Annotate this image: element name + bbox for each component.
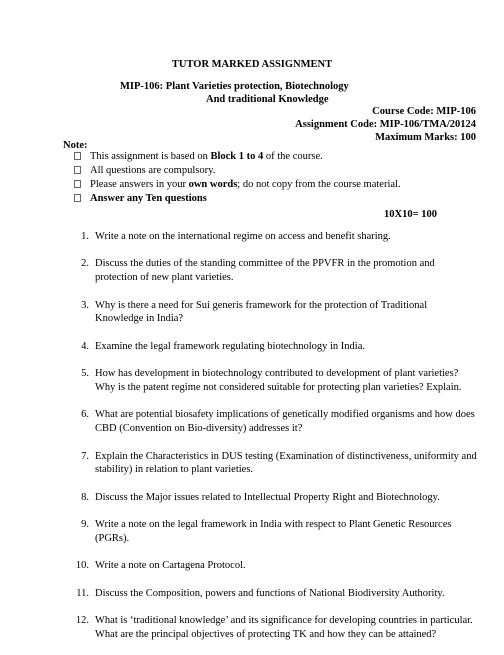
question-text: Write a note on the international regime on access and benefit sharing. bbox=[95, 231, 391, 242]
checkbox-bullet-icon bbox=[74, 166, 81, 174]
note-emphasis: Answer any Ten questions bbox=[90, 192, 207, 204]
question-number: 6. bbox=[81, 409, 89, 421]
note-item bbox=[74, 192, 474, 206]
question-item bbox=[67, 518, 477, 546]
question-item bbox=[67, 408, 477, 436]
note-text: ; do not copy from the course material. bbox=[237, 178, 401, 190]
question-number: 7. bbox=[81, 450, 89, 462]
note-emphasis: Block 1 to 4 bbox=[210, 151, 264, 162]
marks-formula: 10X10= 100 bbox=[384, 209, 437, 220]
checkbox-bullet-icon bbox=[74, 194, 81, 202]
question-item bbox=[67, 614, 477, 642]
course-subtitle bbox=[120, 80, 380, 106]
question-list bbox=[67, 230, 477, 655]
question-text: Discuss the Major issues related to Intellectual Property Right and Biotechnology. bbox=[95, 491, 440, 503]
subtitle-line-1: MIP-106: Plant Varieties protection, Biotechnology bbox=[120, 81, 349, 92]
note-heading: Note: bbox=[63, 140, 88, 151]
note-item bbox=[74, 178, 474, 192]
note-text: This assignment is based on bbox=[90, 151, 211, 162]
maximum-marks: Maximum Marks: 100 bbox=[375, 132, 476, 144]
question-number: 3. bbox=[81, 299, 89, 311]
question-number: 9. bbox=[81, 519, 89, 531]
document-title: TUTOR MARKED ASSIGNMENT bbox=[171, 59, 333, 70]
note-text: of the course. bbox=[263, 151, 323, 162]
subtitle-line-2: And traditional Knowledge bbox=[206, 94, 329, 106]
assignment-code: Assignment Code: MIP-106/TMA/20124 bbox=[295, 119, 476, 131]
note-text: All questions are compulsory. bbox=[90, 164, 216, 176]
question-number: 1. bbox=[81, 231, 89, 242]
question-text: What is ‘traditional knowledge’ and its significance for developing countries in particular. What are the principal objectives of protecting TK and how they can be attained? bbox=[95, 615, 473, 640]
course-codes bbox=[295, 105, 476, 144]
question-item bbox=[67, 559, 477, 573]
question-item bbox=[67, 587, 477, 601]
checkbox-bullet-icon bbox=[74, 180, 81, 188]
question-text: Discuss the Composition, powers and functions of National Biodiversity Authority. bbox=[95, 587, 445, 599]
question-number: 11. bbox=[76, 587, 89, 599]
question-text: Explain the Characteristics in DUS testing (Examination of distinctiveness, uniformity and stability) in relation to plant varieties. bbox=[95, 450, 477, 476]
question-text: Write a note on Cartagena Protocol. bbox=[95, 560, 246, 572]
note-emphasis: own words bbox=[188, 178, 238, 190]
question-text: Why is there a need for Sui generis framework for the protection of Traditional Knowledge in India? bbox=[95, 299, 428, 325]
note-text: Please answers in your bbox=[90, 178, 189, 190]
question-number: 12. bbox=[75, 615, 89, 627]
note-item bbox=[74, 150, 474, 164]
question-number: 2. bbox=[81, 258, 89, 270]
question-item bbox=[67, 340, 477, 354]
note-list bbox=[74, 150, 474, 205]
question-text: Examine the legal framework regulating biotechnology in India. bbox=[95, 340, 365, 352]
question-text: What are potential biosafety implications of genetically modified organisms and how does CBD (Convention on Bio-diversity) addresses it? bbox=[95, 409, 475, 435]
question-item bbox=[67, 299, 477, 327]
question-number: 10. bbox=[75, 560, 89, 572]
question-number: 5. bbox=[81, 368, 89, 380]
question-text: Discuss the duties of the standing committee of the PPVFR in the promotion and protection of new plant varieties. bbox=[95, 258, 435, 284]
question-item bbox=[67, 257, 477, 285]
note-item bbox=[74, 164, 474, 178]
question-number: 4. bbox=[81, 340, 89, 352]
course-code: Course Code: MIP-106 bbox=[372, 106, 476, 117]
question-text: How has development in biotechnology contributed to development of plant varieties? Why is the patent regime not considered suitable for protecting plan varieties? Explain. bbox=[95, 368, 462, 394]
question-item bbox=[67, 230, 477, 244]
question-item bbox=[67, 367, 477, 395]
question-item bbox=[67, 450, 477, 478]
question-item bbox=[67, 491, 477, 505]
question-number: 8. bbox=[81, 491, 89, 503]
question-text: Write a note on the legal framework in India with respect to Plant Genetic Resources (PGRs). bbox=[95, 519, 452, 545]
checkbox-bullet-icon bbox=[74, 152, 81, 160]
